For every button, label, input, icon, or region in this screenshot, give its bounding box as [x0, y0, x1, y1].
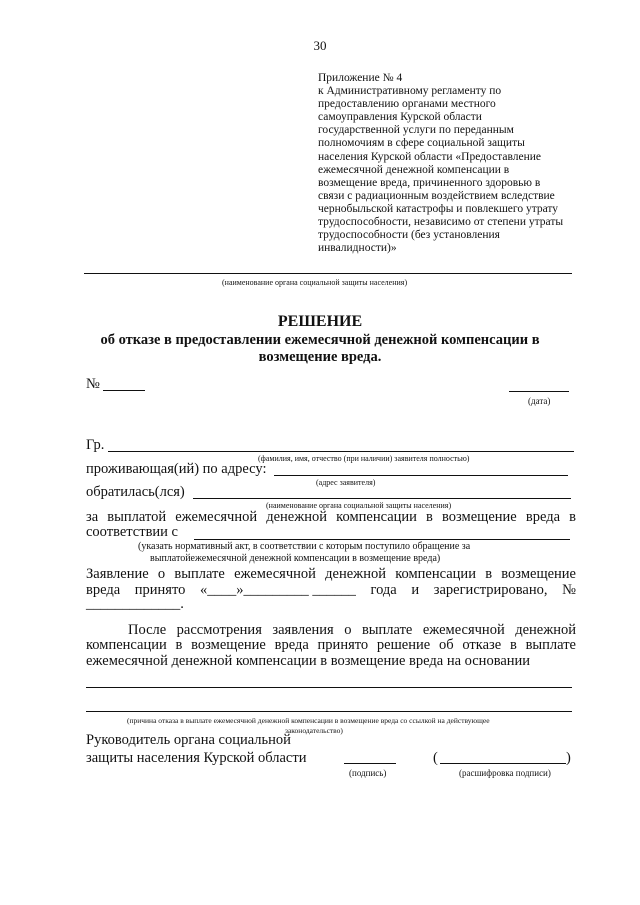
org-name-caption: (наименование органа социальной защиты населения)	[222, 278, 408, 287]
appendix-line: чернобыльской катастрофы и повлекшего утрату	[318, 202, 559, 215]
appendix-line: населения Курской области «Предоставление	[318, 150, 541, 163]
appendix-line: самоуправления Курской области	[318, 111, 482, 124]
application-word-registered: зарегистрировано,	[433, 582, 548, 598]
date-field-line[interactable]	[509, 391, 569, 392]
citizen-label: Гр.	[86, 437, 105, 453]
appendix-line: ежемесячной денежной компенсации в	[318, 163, 510, 176]
decision-line1: После рассмотрения заявления о выплате ежемесячной денежной	[128, 622, 576, 638]
signature-caption: (подпись)	[349, 768, 387, 778]
appendix-line: государственной услуги по переданным	[318, 124, 514, 137]
signature-line[interactable]	[344, 763, 396, 764]
act-caption-line2: выплатойежемесячной денежной компенсации в возмещение вреда)	[150, 553, 441, 564]
applied-caption: (наименование органа социальной защиты населения)	[266, 501, 452, 510]
page-number: 30	[313, 38, 327, 53]
reason-line-1[interactable]	[86, 687, 572, 688]
address-caption: (адрес заявителя)	[316, 478, 376, 487]
document-title: РЕШЕНИЕ	[277, 313, 363, 330]
org-name-line	[84, 273, 572, 274]
appendix-line: к Административному регламенту по	[318, 85, 502, 98]
application-word-prinyato: принято	[134, 582, 186, 598]
payment-text-line2: соответствии с	[86, 524, 178, 540]
number-label: №	[86, 376, 100, 392]
act-caption-line1: (указать нормативный акт, в соответствии с которым поступило обращение за	[138, 541, 471, 552]
document-subtitle-line1: об отказе в предоставлении ежемесячной денежной компенсации в	[100, 332, 540, 348]
address-label: проживающая(ий) по адресу:	[86, 461, 267, 477]
document-subtitle-line2: возмещение вреда.	[258, 349, 382, 365]
appendix-line: трудоспособности (без установления	[318, 229, 500, 242]
appendix-line: полномочиям в сфере социальной защиты	[318, 137, 525, 150]
decode-line[interactable]	[440, 763, 566, 764]
decode-open-paren: (	[433, 750, 438, 766]
head-line2: защиты населения Курской области	[86, 750, 307, 766]
application-line3[interactable]: _____________.	[86, 596, 184, 612]
decode-close-paren: )	[566, 750, 571, 766]
reason-line-2[interactable]	[86, 711, 572, 712]
address-field-line[interactable]	[274, 475, 568, 476]
application-line1: Заявление о выплате ежемесячной денежной компенсации в возмещение	[86, 566, 576, 582]
application-date-fill[interactable]: «____»_________ ______	[200, 582, 356, 598]
decode-caption: (расшифровка подписи)	[459, 768, 551, 778]
number-field-line[interactable]	[103, 390, 145, 391]
citizen-fio-caption: (фамилия, имя, отчество (при наличии) заявителя полностью)	[258, 454, 470, 463]
head-line1: Руководитель органа социальной	[86, 732, 291, 748]
application-word-vreda: вреда	[86, 582, 121, 598]
appendix-line: возмещение вреда, причиненного здоровью в	[318, 176, 541, 189]
application-word-goda: года	[370, 582, 397, 598]
date-caption: (дата)	[528, 396, 551, 406]
appendix-header	[318, 72, 588, 255]
applied-org-line[interactable]	[193, 498, 571, 499]
decision-line3: ежемесячной денежной компенсации в возмещение вреда на основании	[86, 653, 531, 669]
decision-line2: компенсации в возмещение вреда принято решение об отказе в выплате	[86, 637, 576, 653]
appendix-line: Приложение № 4	[318, 72, 403, 84]
reason-caption-line1: (причина отказа в выплате ежемесячной денежной компенсации в возмещение вреда со ссылкой на действующее	[127, 716, 490, 725]
applied-label: обратилась(лся)	[86, 484, 185, 500]
appendix-line: связи с радиационным воздействием вследствие	[318, 189, 555, 202]
appendix-line: инвалидности)»	[318, 242, 397, 255]
appendix-line: предоставлению органами местного	[318, 98, 496, 111]
payment-text-line1: за выплатой ежемесячной денежной компенсации в возмещение вреда в	[86, 509, 576, 525]
application-number-sign: №	[562, 582, 576, 598]
application-word-i: и	[411, 582, 420, 598]
act-field-line[interactable]	[194, 539, 570, 540]
reason-caption-line2: законодательство)	[285, 726, 343, 735]
appendix-line: трудоспособности, независимо от степени утраты	[318, 216, 564, 229]
citizen-fio-line[interactable]	[108, 451, 574, 452]
